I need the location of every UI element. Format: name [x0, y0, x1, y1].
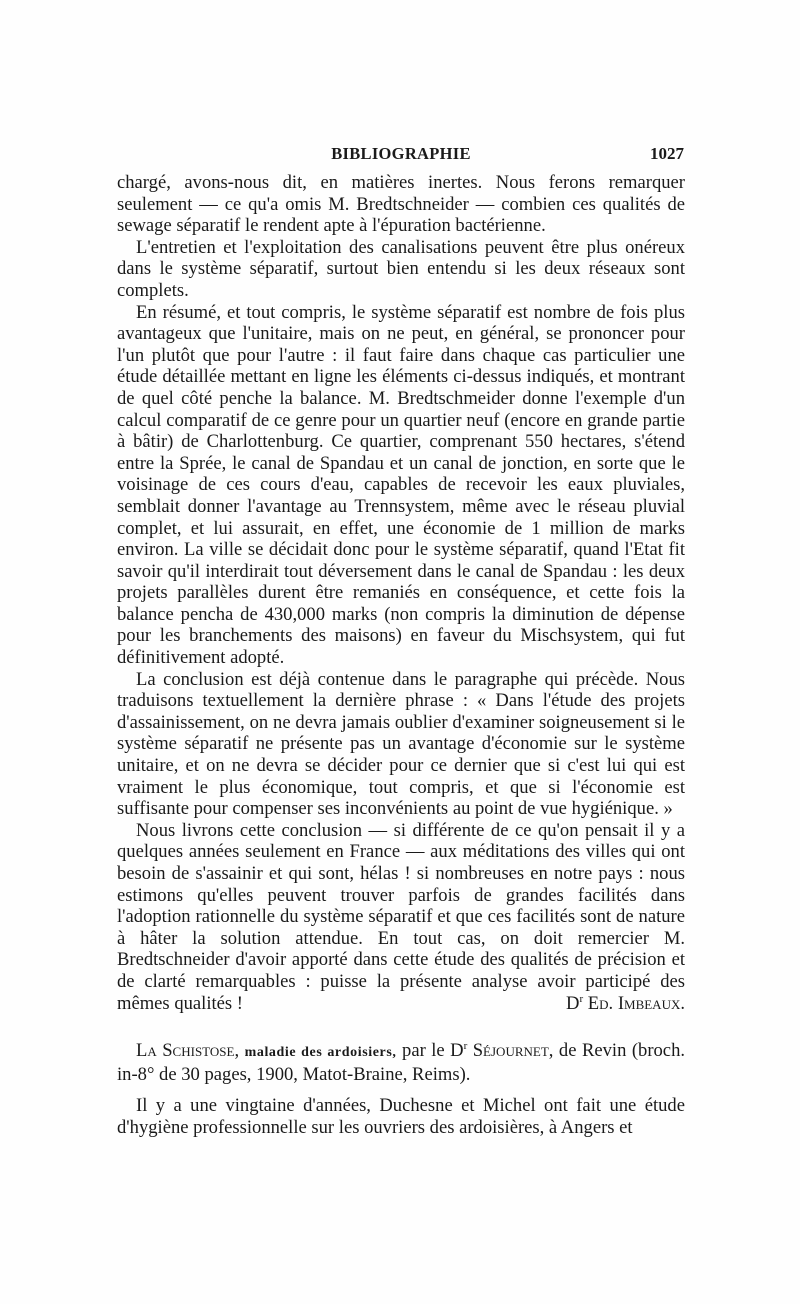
running-head	[118, 144, 684, 168]
paragraph-conclusion: La conclusion est déjà contenue dans le paragraphe qui précède. Nous traduisons textuellement la dernière phrase : « Dans l'étude des projets d'assainissement, on ne devra jamais oublier d'examiner soigneusement si le système séparatif ne présente pas un avantage d'économie sur le système unitaire, et on ne devra se décider pour ce dernier que si c'est lui qui est vraiment le plus économique, tout compris, et que si l'économie est suffisante pour compenser ses inconvénients au point de vue hygiénique. »	[117, 668, 685, 820]
article-body	[117, 172, 685, 1014]
review-subtitle: maladie des ardoisiers,	[244, 1045, 397, 1060]
review-section	[117, 1040, 685, 1138]
paragraph-closing	[117, 820, 685, 1014]
paragraph-closing-text: Nous livrons cette conclusion — si différente de ce qu'on pensait il y a quelques années seulement en France — aux méditations des villes qui ont besoin de s'assainir et qui sont, hélas ! si nombreuses en notre pays : nous estimons qu'elles peuvent trouver parfois de grandes facilités dans l'adoption rationnelle du système séparatif et que ces facilités sont de nature à hâter la solution attendue. En tout cas, on doit remercier M. Bredtschneider d'avoir apporté dans cette étude des qualités de précision et de clarté remarquables : puisse la présente analyse avoir participé des mêmes qualités !	[117, 819, 685, 1014]
signature-name: Ed. Imbeaux.	[587, 992, 685, 1014]
review-heading	[117, 1040, 685, 1085]
signature	[547, 993, 685, 1015]
review-first-paragraph: Il y a une vingtaine d'années, Duchesne et Michel ont fait une étude d'hygiène professionnelle sur les ouvriers des ardoisières, à Angers et	[117, 1095, 685, 1138]
signature-prefix: D	[566, 992, 580, 1014]
paragraph-maintenance: L'entretien et l'exploitation des canalisations peuvent être plus onéreux dans le système séparatif, surtout bien entendu si les deux réseaux sont complets.	[117, 236, 685, 301]
paragraph-summary: En résumé, et tout compris, le système séparatif est nombre de fois plus avantageux que l'unitaire, mais on ne peut, en général, se prononcer pour l'un plutôt que pour l'autre : il faut faire dans chaque cas particulier une étude détaillée mettant en ligne les éléments ci-dessus indiqués, et montrant de quel côté penche la balance. M. Bredtschmeider donne l'exemple d'un calcul comparatif de ce genre pour un quartier neuf (encore en grande partie à bâtir) de Charlottenburg. Ce quartier, comprenant 550 hectares, s'étend entre la Sprée, le canal de Spandau et un canal de jonction, en sorte que le voisinage de ces cours d'eau, capables de recevoir les eaux pluviales, semblait donner l'avantage au Trennsystem, même avec le réseau pluvial complet, et lui assurait, en effet, une économie de 1 million de marks environ. La ville se décidait donc pour le système séparatif, quand l'Etat fit savoir qu'il interdirait tout déversement dans le canal de Spandau : les deux projets parallèles durent être remaniés en conséquence, et cette fois la balance pencha de 430,000 marks (non compris la diminution de dépense pour les branchements des maisons) en faveur du Mischsystem, qui fut définitivement adopté.	[117, 301, 685, 669]
running-head-title: BIBLIOGRAPHIE	[331, 144, 471, 163]
page-number: 1027	[650, 144, 684, 163]
paragraph-continuation: chargé, avons-nous dit, en matières inertes. Nous ferons remarquer seulement — ce qu'a omis M. Bredtschneider — combien ces qualités de sewage séparatif le rendent apte à l'épuration bactérienne.	[117, 172, 685, 237]
review-title: La Schistose,	[136, 1040, 240, 1061]
review-author-sup: r	[463, 1039, 468, 1052]
review-author-prefix: par le D	[402, 1040, 464, 1061]
review-details: de Revin (broch. in-8° de 30 pages, 1900, Matot-Braine, Reims).	[117, 1040, 686, 1085]
review-author-name: Séjournet,	[472, 1040, 554, 1061]
signature-sup: r	[579, 992, 584, 1005]
